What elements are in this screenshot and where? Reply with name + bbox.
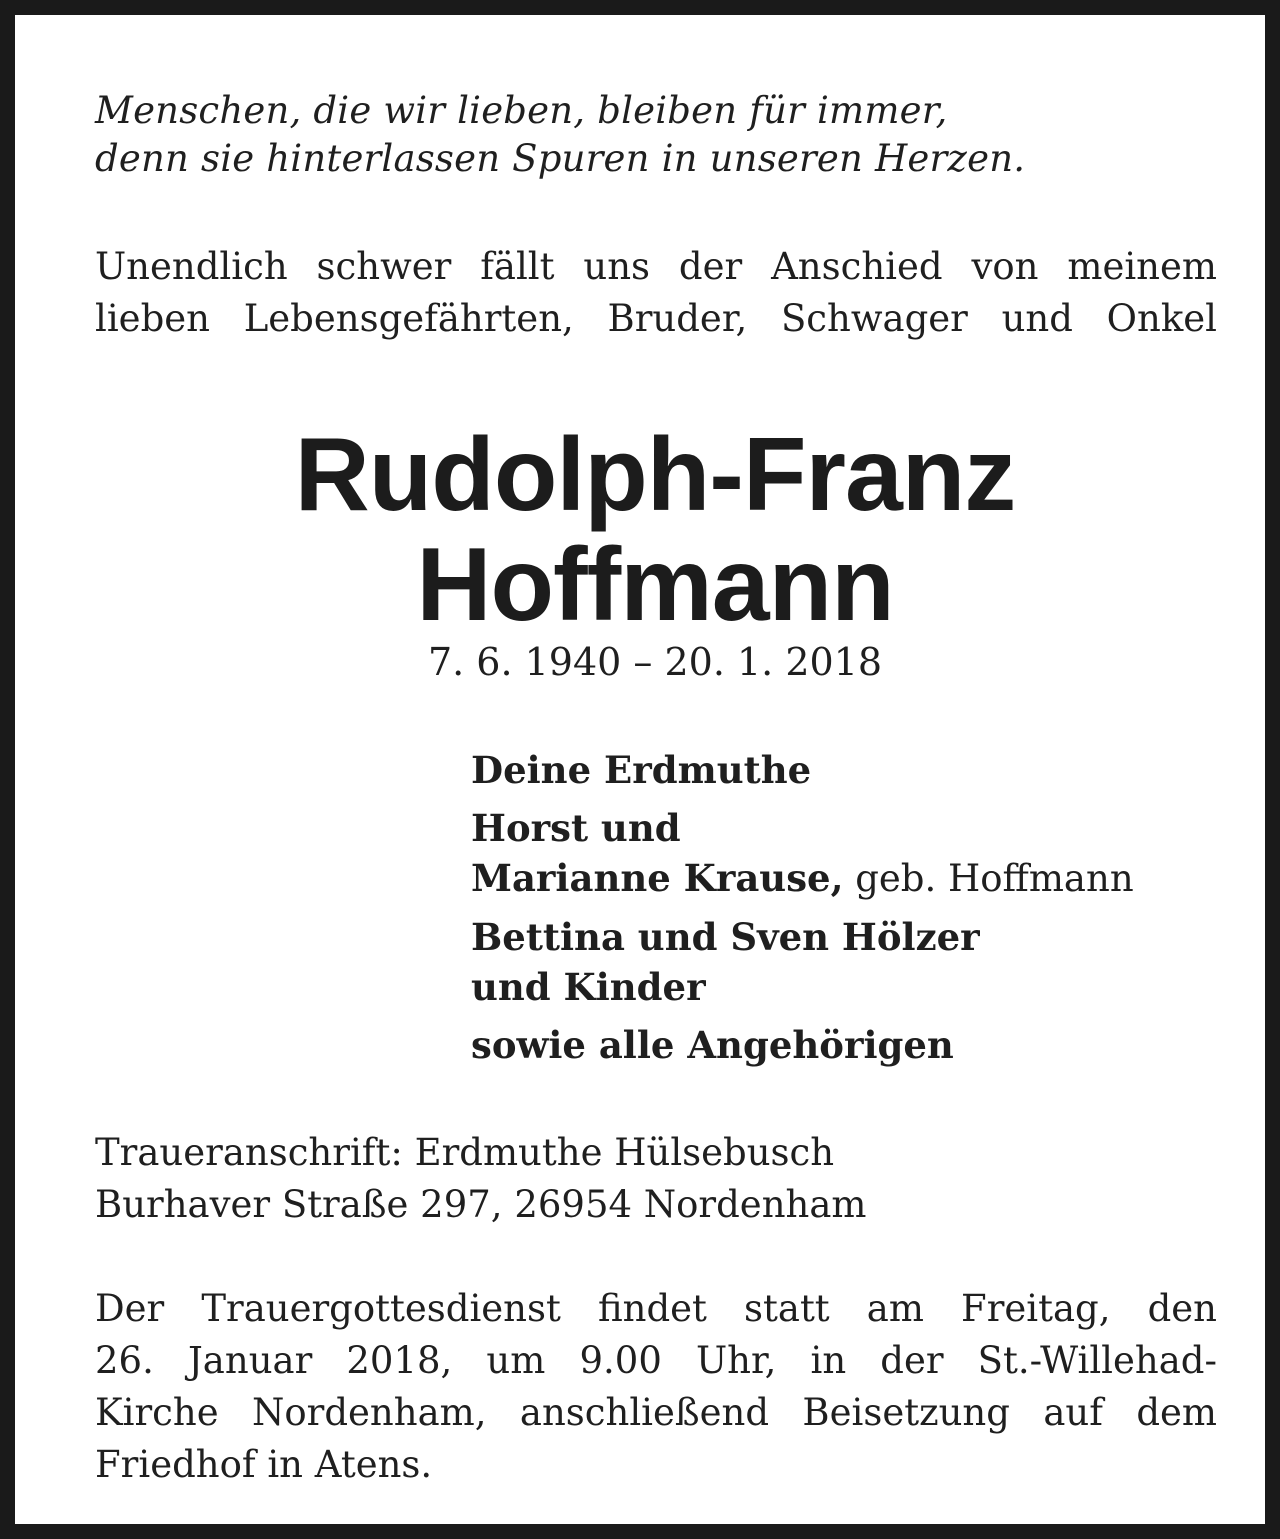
quote-line-2: denn sie hinterlassen Spuren in unseren Herzen. <box>95 137 1026 180</box>
deceased-last-name: Hoffmann <box>416 527 894 643</box>
intro-line-2: lieben Lebensgefährten, Bruder, Schwager und Onkel <box>95 297 1217 340</box>
service-line-1: Der Trauergottesdienst findet statt am Freitag, den <box>95 1287 1217 1330</box>
service-line-4: Friedhof in Atens. <box>95 1443 433 1486</box>
memorial-quote <box>95 87 1225 183</box>
mourner-2-line-2 <box>471 853 1231 904</box>
life-dates: 7. 6. 1940 – 20. 1. 2018 <box>427 640 883 684</box>
address-line-2: Burhaver Straße 297, 26954 Nordenham <box>95 1183 867 1226</box>
mourners-list <box>471 745 1231 1078</box>
intro-text <box>95 241 1217 345</box>
mourning-address <box>95 1127 1217 1231</box>
service-line-3: Kirche Nordenham, anschließend Beisetzung auf dem <box>95 1391 1217 1434</box>
mourner-3 <box>471 912 1231 1012</box>
funeral-service-text <box>95 1283 1217 1491</box>
mourner-2-line-1: Horst und <box>471 806 681 850</box>
mourner-1: Deine Erdmuthe <box>471 748 812 792</box>
address-line-1: Traueranschrift: Erdmuthe Hülsebusch <box>95 1131 835 1174</box>
mourner-3-line-1: Bettina und Sven Hölzer <box>471 915 980 959</box>
intro-line-1: Unendlich schwer fällt uns der Anschied von meinem <box>95 245 1217 288</box>
mourner-2 <box>471 803 1231 904</box>
quote-line-1: Menschen, die wir lieben, bleiben für immer, <box>95 89 948 132</box>
mourner-2-maiden-name: geb. Hoffmann <box>843 857 1134 900</box>
mourner-3-line-2: und Kinder <box>471 965 706 1009</box>
mourner-2-name: Marianne Krause, <box>471 856 844 900</box>
mourner-4: sowie alle Angehörigen <box>471 1023 954 1067</box>
deceased-first-name: Rudolph-Franz <box>294 417 1016 533</box>
service-line-2: 26. Januar 2018, um 9.00 Uhr, in der St.-Willehad- <box>95 1339 1217 1382</box>
